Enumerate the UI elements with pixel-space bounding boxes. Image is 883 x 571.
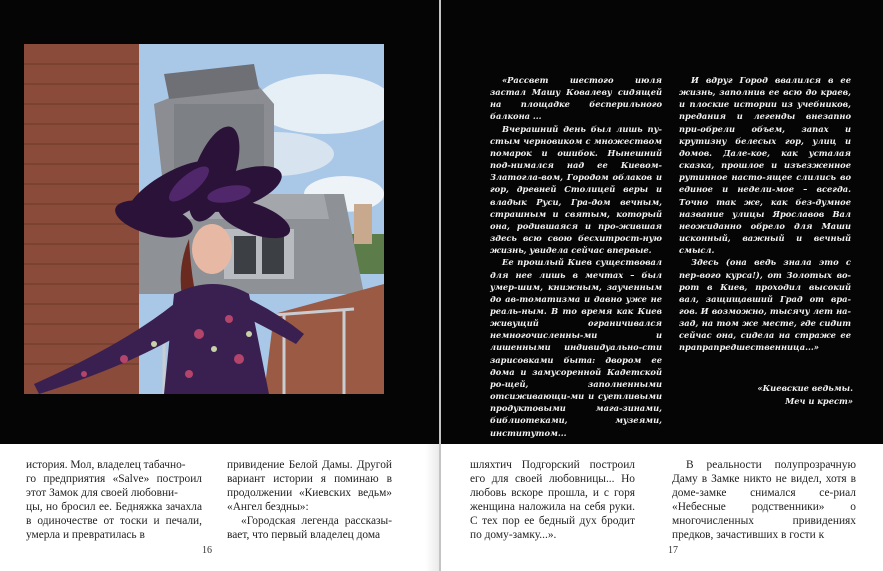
left-column-1 (26, 459, 202, 542)
page-number-left: 16 (202, 545, 212, 556)
quote-col2-para1: И вдруг Город ввалился в ее жизнь, заполнив ее всю до краев, и плоские истории из учебников, предания и легенды внезапно при-обрели объем, запах и крутизну белесых гор, улиц и домов. Дале-кое, как усталая сказка, прошлое и изъезженное рутинное насто-ящее слились во единое и недели-мое – всегда. Точно так же, как без-думное название улицы Ярославов Вал неожиданно обрело для Маши исконный, важный и вечный смысл. (679, 75, 851, 256)
quote-col1-para2: Вчерашний день был лишь пу-стым черновиком с множеством помарок и ошибок. Нынешний под-нимался над ее Киевом-Златогла-вом, Городом облаков и гор, древней Столицей веры и владык Руси, Гра-дом вечным, страшным и святым, который она, родившаяся и про-жившая здесь всю свою бесхитрост-ную жизнь, увидела сейчас впервые. (490, 123, 662, 256)
photo-illustration (24, 44, 384, 394)
signature-line2: Меч и крест» (785, 396, 853, 406)
left-col1-line2: го предприятия «Salve» построил этот Замок для своей любовни- (26, 472, 202, 499)
left-col1-line3: цы, но бросил ее. Бедняжка зачахла в одиночестве от тоски и печали, умерла и превратилась в (26, 500, 202, 541)
signature-line1: «Киевские ведьмы. (757, 383, 853, 393)
right-column-2 (672, 459, 856, 542)
quote-signature (731, 382, 853, 408)
quote-column-1 (490, 74, 662, 439)
quote-col2-para2: Здесь (она ведь знала это с пер-вого курса!), от Золотых во-рот в Киев, проходил высокий вал, защищавший Град от вра-гов. И возможно, тысячу лет на-зад, на том же месте, где сидит сейчас она, сидела на страже ее прапрапредшественница...» (679, 257, 851, 353)
quote-column-2 (679, 74, 851, 354)
quote-col1-para1: «Рассвет шестого июля застал Машу Ковалеву сидящей на площадке бесперильного балкона ... (490, 75, 662, 122)
left-col2-text: привидение Белой Дамы. Другой вариант истории я поминаю в продолжении «Киевских ведьм» «Ангел бездны»: (227, 459, 392, 513)
page-number-right: 17 (668, 545, 678, 556)
left-col2-quote-start: «Городская легенда рассказы-вает, что первый владелец дома (227, 514, 392, 541)
right-col2-text: В реальности полупрозрачную Даму в Замке никто не видел, хотя в доме-замке снимался се-риал «Небесные родственники» о многочисленных привидениях предков, зачастивших в гости к (672, 459, 856, 541)
right-col1-text: шляхтич Подгорский построил его для своей любовницы... Но любовь вскоре прошла, и с горя женщина наложила на себя руки. С тех пор ее бедный дух бродит по дому-замку...». (470, 459, 635, 541)
left-page (0, 0, 439, 571)
quote-col1-para3: Ее прошлый Киев существовал для нее лишь в мечтах – был умер-шим, книжным, заученным до ав-томатизма и давно уже не реаль-ным. В то время как Киев живущий ограничивался немногочисленны-ми и лишенными индивидуально-сти зарисовками быта: двором ее дома и замусоренной Кадетской ро-щей, заполненными отсиживающи-ми и суетливыми продуктовыми мага-зинами, библиотеками, музеями, институтом... (490, 257, 662, 438)
left-col1-line1: история. Мол, владелец табачно- (26, 459, 186, 471)
right-column-1 (470, 459, 635, 542)
right-page (441, 0, 883, 571)
photo-woman-headdress (24, 44, 384, 394)
left-column-2 (227, 459, 392, 542)
